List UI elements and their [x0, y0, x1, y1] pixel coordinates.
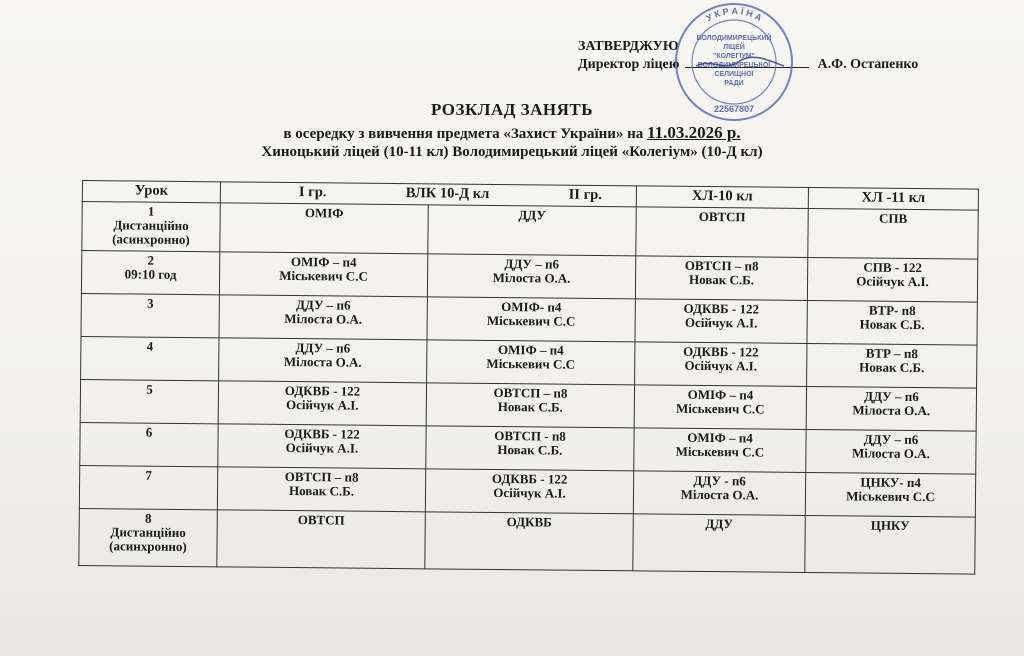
teacher: Міськевич С.С [675, 443, 765, 460]
subject: ОМІФ- п4 [501, 299, 562, 315]
lesson-number: 1 [147, 203, 155, 219]
header-class-vlk: ВЛК 10-Д кл [405, 185, 490, 202]
lesson-cell [81, 293, 219, 337]
subject: ОДКВБ - 122 [284, 382, 361, 399]
teacher: Міськевич С.С [675, 400, 765, 417]
subject: СПВ - 122 [863, 259, 923, 276]
group2-cell [425, 512, 634, 571]
teacher: Міськевич С.С [846, 488, 935, 505]
director-label: Директор ліцею [578, 57, 680, 72]
subject: ВТР – п8 [865, 345, 918, 362]
subject: ДДУ – п6 [504, 256, 560, 272]
subject: ОВТСП [297, 512, 345, 528]
lesson-number: 3 [146, 295, 154, 311]
teacher: Осійчук А.І. [684, 314, 758, 331]
subject: ОМІФ [304, 205, 344, 221]
subject: ДДУ – п6 [864, 388, 919, 405]
header-hl10: ХЛ-10 кл [636, 186, 808, 209]
hl10-cell [635, 299, 807, 344]
header-hl11: ХЛ -11 кл [808, 187, 978, 210]
group1-cell [218, 381, 426, 426]
subject: ОМІФ – п4 [687, 386, 754, 403]
group1-cell [218, 424, 426, 469]
lesson-cell [82, 202, 220, 252]
subject: ОДКВБ - 122 [683, 300, 760, 317]
lesson-number: 2 [147, 252, 155, 268]
subject: ЦНКУ- п4 [860, 474, 921, 491]
teacher: Осійчук А.І. [285, 439, 359, 456]
subject: ОМІФ – п4 [687, 429, 753, 446]
group1-cell [219, 338, 427, 383]
subject: ДДУ - п6 [693, 472, 746, 489]
subject: ДДУ – п6 [295, 340, 351, 356]
group2-cell [428, 205, 636, 256]
group2-cell [426, 383, 634, 428]
group2-cell [427, 297, 635, 342]
svg-text:ВОЛОДИМИРЕЦЬКОЇ: ВОЛОДИМИРЕЦЬКОЇ [697, 62, 771, 69]
svg-text:У К Р А Ї Н А: У К Р А Ї Н А [704, 5, 764, 24]
teacher: Мілоста О.А. [851, 445, 930, 462]
group2-cell [425, 469, 633, 514]
hl10-cell [635, 256, 807, 301]
teacher: Міськевич С.С [486, 355, 576, 372]
lesson-note: 09:10 год [124, 266, 177, 282]
lesson-cell [79, 508, 218, 566]
schedule-table [78, 180, 979, 575]
table-row [82, 202, 978, 260]
teacher: Новак С.Б. [497, 442, 563, 458]
lesson-note: Дистанційно (асинхронно) [112, 217, 190, 248]
hl10-cell [635, 342, 807, 387]
hl10-cell [634, 385, 806, 430]
subject: ОМІФ – п4 [290, 254, 357, 270]
hl11-cell [805, 515, 976, 574]
hl11-cell [805, 472, 975, 517]
group1-cell [219, 252, 427, 297]
subject: ДДУ – п6 [295, 297, 351, 313]
table-row [79, 508, 976, 574]
hl11-cell [806, 429, 976, 474]
hl11-cell [807, 343, 977, 388]
subject: СПВ [879, 210, 908, 226]
teacher: Мілоста О.А. [492, 269, 571, 286]
lesson-cell [81, 336, 219, 380]
group1-cell [220, 203, 428, 254]
subject: ОДКВБ - 122 [683, 343, 759, 360]
subject: ОВТСП [698, 208, 746, 225]
teacher: Новак С.Б. [859, 316, 925, 333]
hl11-cell [807, 300, 977, 345]
group2-cell [426, 426, 634, 471]
svg-text:ВОЛОДИМИРЕЦЬКИЙ: ВОЛОДИМИРЕЦЬКИЙ [696, 35, 772, 42]
svg-text:ЛІЦЕЙ: ЛІЦЕЙ [723, 44, 745, 51]
subject: ОДКВБ - 122 [284, 425, 360, 442]
subject: ОВТСП – п8 [493, 384, 568, 401]
lesson-cell [80, 379, 218, 423]
subject: ДДУ [705, 516, 734, 532]
subject: ЦНКУ [870, 517, 910, 533]
header-group2: ІІ гр. [568, 186, 602, 203]
teacher: Новак С.Б. [859, 359, 925, 376]
lesson-number: 4 [146, 338, 154, 354]
svg-text:22567807: 22567807 [713, 104, 755, 114]
hl11-cell [807, 257, 977, 302]
group1-cell [219, 295, 427, 340]
group1-cell [217, 467, 425, 512]
subject: ОВТСП – п8 [684, 257, 759, 274]
teacher: Міськевич С.С [486, 312, 576, 329]
subject: ОДКВБ [506, 514, 552, 530]
group1-cell [217, 510, 426, 569]
hl11-cell [806, 386, 976, 431]
subject: ОВТСП – п8 [284, 468, 359, 485]
teacher: Мілоста О.А. [283, 353, 362, 370]
schedule-date: 11.03.2026 р. [647, 123, 741, 142]
header-lesson: Урок [82, 181, 220, 203]
hl10-cell [633, 471, 805, 516]
lesson-number: 5 [146, 381, 153, 397]
teacher: Новак С.Б. [288, 483, 355, 499]
hl10-cell [636, 207, 808, 258]
teacher: Мілоста О.А. [680, 486, 759, 503]
teacher: Міськевич С.С [279, 267, 368, 284]
approval-label: ЗАТВЕРДЖУЮ [578, 39, 679, 54]
subject: ДДУ – п6 [863, 431, 919, 448]
teacher: Осійчук А.І. [684, 357, 758, 374]
lesson-number: 8 [144, 510, 152, 526]
teacher: Осійчук А.І. [493, 484, 566, 501]
svg-text:СЕЛИЩНОЇ: СЕЛИЩНОЇ [714, 71, 754, 78]
schedule-heading: РОЗКЛАД ЗАНЯТЬ [430, 100, 594, 119]
teacher: Мілоста О.А. [284, 310, 363, 327]
lesson-cell [80, 422, 218, 466]
svg-text:РАДИ: РАДИ [724, 80, 744, 87]
lesson-cell [79, 465, 217, 509]
director-name: А.Ф. Остапенко [817, 57, 919, 72]
subject: ОДКВБ - 122 [491, 470, 568, 487]
schools-line: Хиноцький ліцей (10-11 кл) Володимирецький ліцей «Колегіум» (10-Д кл) [261, 144, 763, 160]
group2-cell [427, 254, 635, 299]
teacher: Осійчук А.І. [856, 273, 929, 290]
subject: ОМІФ – п4 [498, 342, 564, 358]
schedule-subheading [0, 123, 1024, 143]
subject: ВТР- п8 [868, 302, 916, 319]
lesson-cell [81, 251, 219, 295]
svg-text:"КОЛЕГІУМ": "КОЛЕГІУМ" [713, 53, 755, 60]
header-group1: І гр. [298, 184, 327, 201]
lesson-number: 7 [145, 467, 152, 483]
lesson-note: Дистанційно (асинхронно) [109, 524, 187, 555]
teacher: Мілоста О.А. [852, 402, 931, 419]
lesson-number: 6 [145, 424, 153, 440]
teacher: Осійчук А.І. [286, 396, 359, 413]
hl10-cell [634, 428, 806, 473]
hl11-cell [808, 208, 978, 259]
teacher: Новак С.Б. [497, 399, 563, 415]
hl10-cell [633, 514, 806, 573]
subheading-prefix: в осередку з вивчення предмета «Захист України» на [283, 126, 644, 142]
subject: ДДУ [518, 207, 547, 223]
group2-cell [427, 340, 635, 385]
subject: ОВТСП - п8 [494, 427, 566, 444]
teacher: Новак С.Б. [688, 271, 755, 288]
